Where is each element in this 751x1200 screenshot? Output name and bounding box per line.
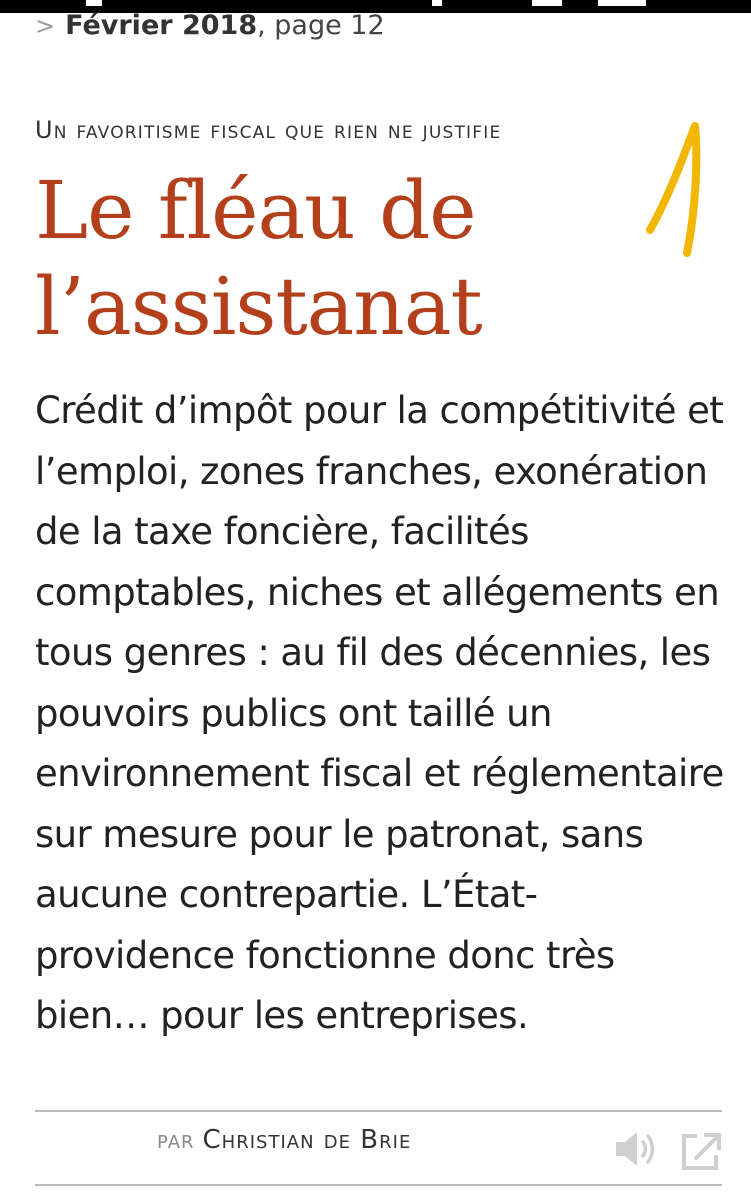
byline-divider-bottom: [35, 1184, 722, 1186]
article-lead: Crédit d’impôt pour la compétitivité et l’emploi, zones franches, exonération de la taxe foncière, facilités comptables, niches et allégements en tous genres : au fil des décennies, les pouvoirs publics ont taillé un environnement fiscal et réglementaire sur mesure pour le patronat, sans aucune contrepartie. L’État-providence fonctionne donc très bien… pour les entreprises.: [35, 389, 724, 1037]
speaker-icon[interactable]: [614, 1128, 662, 1170]
status-glyph: [598, 0, 646, 6]
status-glyph: [86, 0, 102, 6]
status-glyph: [432, 0, 442, 6]
status-glyph: [532, 0, 562, 6]
handwritten-annotation-icon: [638, 118, 718, 263]
article-kicker: Un favoritisme fiscal que rien ne justifie: [35, 116, 502, 144]
external-link-icon[interactable]: [680, 1130, 724, 1172]
breadcrumb-issue[interactable]: Février 2018: [65, 10, 258, 41]
breadcrumb-chevron: >: [35, 12, 56, 40]
byline: [157, 1125, 411, 1155]
article-title: Le fléau de l’assistanat: [35, 164, 482, 353]
byline-prefix: par: [157, 1125, 195, 1155]
breadcrumb-page: , page 12: [257, 10, 385, 41]
breadcrumb[interactable]: [35, 10, 385, 41]
byline-divider-top: [35, 1110, 722, 1112]
byline-author[interactable]: Christian de Brie: [202, 1125, 412, 1155]
